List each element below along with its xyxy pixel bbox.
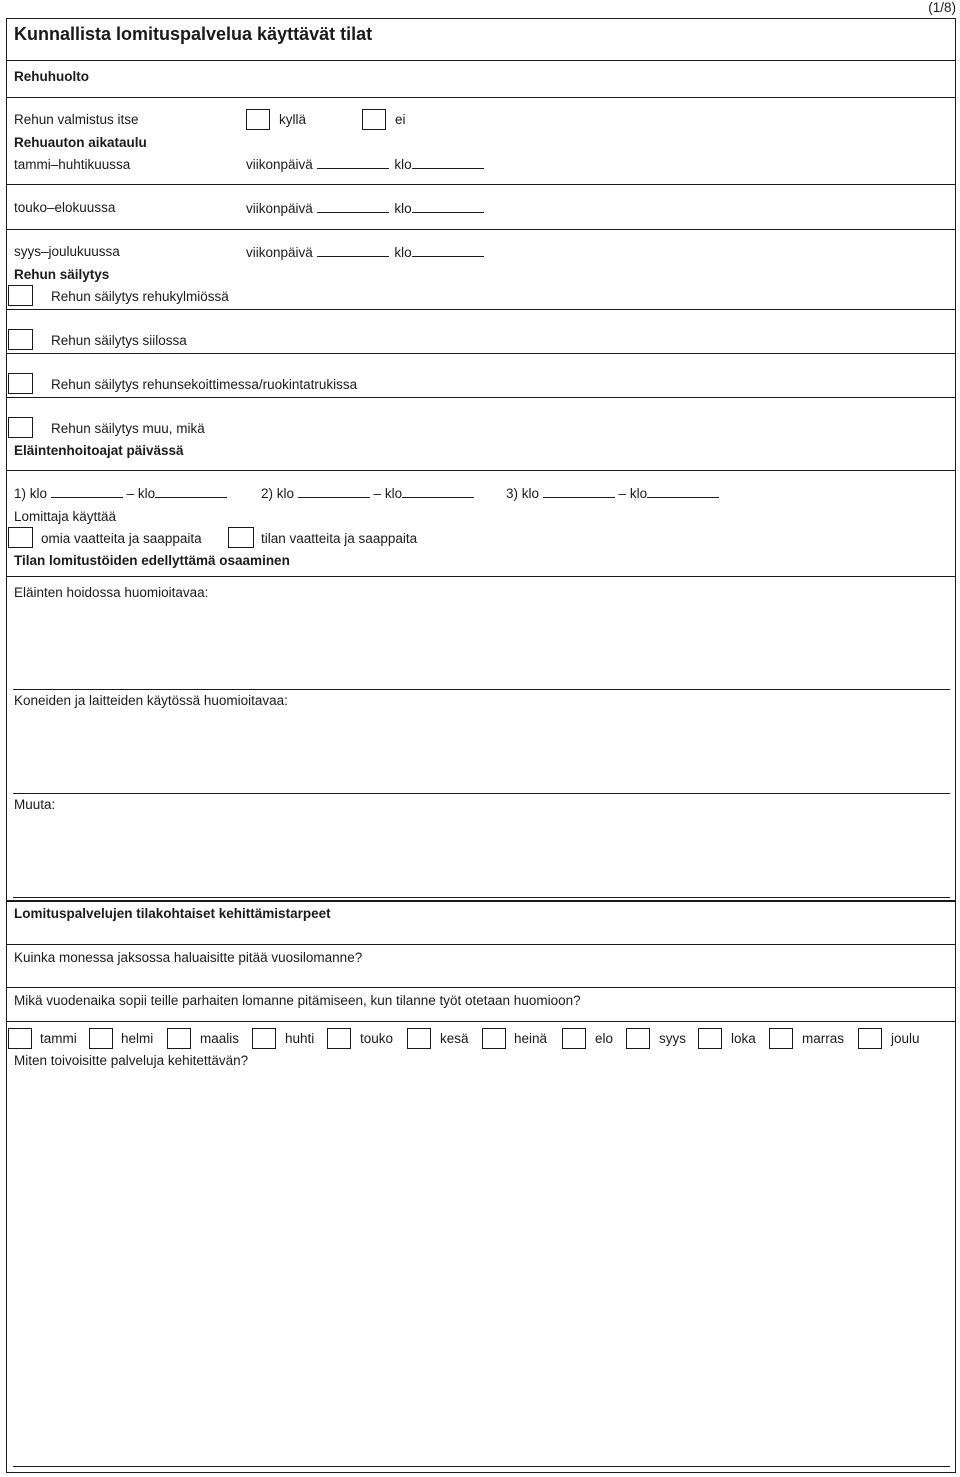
month-checkbox-joulu[interactable] bbox=[858, 1028, 882, 1049]
time-field[interactable] bbox=[412, 168, 484, 169]
slot-dash: – bbox=[618, 486, 627, 501]
month-label: joulu bbox=[891, 1031, 920, 1046]
relief-worker-heading: Lomittaja käyttää bbox=[14, 509, 117, 524]
competence-heading: Tilan lomitustöiden edellyttämä osaaminen bbox=[14, 553, 290, 568]
schedule-row-period: touko–elokuussa bbox=[14, 200, 116, 215]
slot-start-field[interactable] bbox=[51, 497, 123, 498]
divider bbox=[7, 60, 955, 61]
section-divider bbox=[7, 900, 955, 902]
month-checkbox-elo[interactable] bbox=[562, 1028, 586, 1049]
time-label: klo bbox=[394, 157, 412, 172]
divider bbox=[7, 470, 955, 471]
divider bbox=[7, 184, 955, 185]
storage-option-label: Rehun säilytys siilossa bbox=[51, 333, 187, 348]
slot-dash: – bbox=[373, 486, 382, 501]
slot-prefix: 2) klo bbox=[261, 486, 295, 501]
month-label: heinä bbox=[514, 1031, 548, 1046]
month-label: maalis bbox=[200, 1031, 240, 1046]
other-answer-line[interactable] bbox=[13, 897, 950, 898]
slot-to: klo bbox=[384, 486, 403, 501]
time-field[interactable] bbox=[412, 212, 484, 213]
divider bbox=[7, 97, 955, 98]
month-label: marras bbox=[802, 1031, 845, 1046]
weekday-field[interactable] bbox=[317, 168, 389, 169]
weekday-field[interactable] bbox=[317, 256, 389, 257]
month-checkbox-tammi[interactable] bbox=[8, 1028, 32, 1049]
month-checkbox-kesa[interactable] bbox=[407, 1028, 431, 1049]
own-production-yes-checkbox[interactable] bbox=[246, 109, 270, 130]
own-production-label: Rehun valmistus itse bbox=[14, 112, 139, 127]
farm-clothing-checkbox[interactable] bbox=[228, 527, 254, 548]
storage-option-checkbox[interactable] bbox=[8, 285, 33, 306]
slot-end-field[interactable] bbox=[647, 497, 719, 498]
caretaking-slot[interactable] bbox=[506, 486, 719, 501]
periods-question: Kuinka monessa jaksossa haluaisitte pitää vuosilomanne? bbox=[14, 950, 363, 965]
divider bbox=[7, 987, 955, 988]
storage-option-checkbox[interactable] bbox=[8, 373, 33, 394]
weekday-label: viikonpäivä bbox=[246, 245, 313, 260]
own-production-yes-label: kyllä bbox=[279, 112, 307, 127]
storage-option-label: Rehun säilytys muu, mikä bbox=[51, 421, 205, 436]
storage-option-checkbox[interactable] bbox=[8, 417, 33, 438]
schedule-row-fields[interactable] bbox=[246, 157, 484, 172]
own-clothing-checkbox[interactable] bbox=[8, 527, 33, 548]
storage-option-checkbox[interactable] bbox=[8, 329, 33, 350]
storage-option-label: Rehun säilytys rehunsekoittimessa/ruokintatrukissa bbox=[51, 377, 358, 392]
time-label: klo bbox=[394, 245, 412, 260]
divider bbox=[7, 229, 955, 230]
time-field[interactable] bbox=[412, 256, 484, 257]
improvement-answer-line[interactable] bbox=[13, 1466, 950, 1467]
farm-clothing-label: tilan vaatteita ja saappaita bbox=[261, 531, 418, 546]
form-frame bbox=[6, 18, 956, 1473]
month-label: elo bbox=[595, 1031, 614, 1046]
month-checkbox-loka[interactable] bbox=[698, 1028, 722, 1049]
slot-start-field[interactable] bbox=[543, 497, 615, 498]
other-label: Muuta: bbox=[14, 797, 56, 812]
month-checkbox-maalis[interactable] bbox=[167, 1028, 191, 1049]
slot-end-field[interactable] bbox=[155, 497, 227, 498]
schedule-row-fields[interactable] bbox=[246, 245, 484, 260]
schedule-row-period: tammi–huhtikuussa bbox=[14, 157, 131, 172]
month-checkbox-helmi[interactable] bbox=[89, 1028, 113, 1049]
storage-heading: Rehun säilytys bbox=[14, 267, 110, 282]
month-label: kesä bbox=[440, 1031, 469, 1046]
month-checkbox-touko[interactable] bbox=[327, 1028, 351, 1049]
month-label: touko bbox=[360, 1031, 394, 1046]
feed-section-heading: Rehuhuolto bbox=[14, 69, 89, 84]
slot-to: klo bbox=[629, 486, 648, 501]
machinery-answer-line[interactable] bbox=[13, 793, 950, 794]
month-checkbox-heina[interactable] bbox=[482, 1028, 506, 1049]
own-production-no-checkbox[interactable] bbox=[362, 109, 386, 130]
month-label: tammi bbox=[40, 1031, 77, 1046]
page-number: (1/8) bbox=[928, 0, 956, 15]
month-checkbox-huhti[interactable] bbox=[252, 1028, 276, 1049]
time-label: klo bbox=[394, 201, 412, 216]
slot-start-field[interactable] bbox=[298, 497, 370, 498]
divider bbox=[7, 944, 955, 945]
schedule-row-fields[interactable] bbox=[246, 201, 484, 216]
animal-care-label: Eläinten hoidossa huomioitavaa: bbox=[14, 585, 209, 600]
divider bbox=[7, 1021, 955, 1022]
slot-dash: – bbox=[126, 486, 135, 501]
weekday-label: viikonpäivä bbox=[246, 157, 313, 172]
caretaking-slot[interactable] bbox=[14, 486, 227, 501]
month-checkbox-syys[interactable] bbox=[626, 1028, 650, 1049]
development-heading: Lomituspalvelujen tilakohtaiset kehittämistarpeet bbox=[14, 906, 331, 921]
month-label: huhti bbox=[285, 1031, 315, 1046]
slot-to: klo bbox=[137, 486, 156, 501]
machinery-label: Koneiden ja laitteiden käytössä huomioitavaa: bbox=[14, 693, 288, 708]
caretaking-times-heading: Eläintenhoitoajat päivässä bbox=[14, 443, 184, 458]
month-label: helmi bbox=[121, 1031, 154, 1046]
animal-care-answer-line[interactable] bbox=[13, 689, 950, 690]
schedule-heading: Rehuauton aikataulu bbox=[14, 135, 147, 150]
caretaking-slot[interactable] bbox=[261, 486, 474, 501]
divider bbox=[7, 353, 955, 354]
month-checkbox-marras[interactable] bbox=[769, 1028, 793, 1049]
page-title: Kunnallista lomituspalvelua käyttävät tilat bbox=[14, 24, 373, 44]
weekday-field[interactable] bbox=[317, 212, 389, 213]
improvement-question: Miten toivoisitte palveluja kehitettävän? bbox=[14, 1053, 249, 1068]
month-label: loka bbox=[731, 1031, 756, 1046]
divider bbox=[7, 397, 955, 398]
slot-prefix: 1) klo bbox=[14, 486, 48, 501]
own-clothing-label: omia vaatteita ja saappaita bbox=[41, 531, 202, 546]
slot-end-field[interactable] bbox=[402, 497, 474, 498]
season-question: Mikä vuodenaika sopii teille parhaiten lomanne pitämiseen, kun tilanne työt otetaan huomioon? bbox=[14, 993, 581, 1008]
slot-prefix: 3) klo bbox=[506, 486, 540, 501]
month-label: syys bbox=[659, 1031, 686, 1046]
weekday-label: viikonpäivä bbox=[246, 201, 313, 216]
schedule-row-period: syys–joulukuussa bbox=[14, 244, 120, 259]
divider bbox=[7, 576, 955, 577]
divider bbox=[7, 309, 955, 310]
storage-option-label: Rehun säilytys rehukylmiössä bbox=[51, 289, 229, 304]
own-production-no-label: ei bbox=[395, 112, 406, 127]
